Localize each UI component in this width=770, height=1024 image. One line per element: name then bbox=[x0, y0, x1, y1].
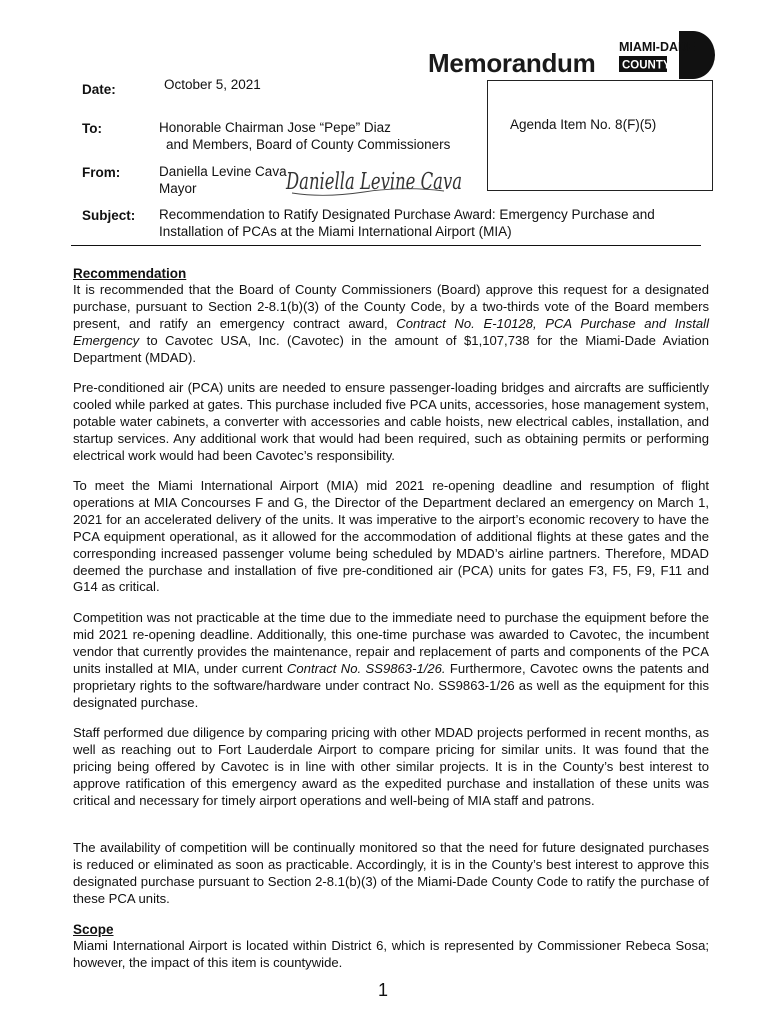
logo-text-county: COUNTY bbox=[622, 59, 671, 72]
from-line-2: Mayor bbox=[159, 181, 197, 196]
paragraph-competition: Competition was not practicable at the time due to the immediate need to purchase the equipment before the mid 2021 re-opening deadline. Additionally, this one-time purchase was awarded to Cavotec, the incumbent vendor that currently provides the maintenance, repair and replacement of parts and components of the PCA units installed at MIA, under current Contract No. SS9863-1/26. Furthermore, Cavotec owns the patents and proprietary rights to the software/hardware under contract No. SS9863-1/26 as well as the equipment for this designated purchase. bbox=[73, 610, 709, 710]
agenda-item-box bbox=[487, 80, 713, 191]
subject-line-2: Installation of PCAs at the Miami International Airport (MIA) bbox=[159, 224, 512, 239]
paragraph-scope: Miami International Airport is located within District 6, which is represented by Commissioner Rebeca Sosa; however, the impact of this item is countywide. bbox=[73, 938, 709, 970]
paragraph-due-diligence: Staff performed due diligence by comparing pricing with other MDAD projects performed in recent months, as well as reaching out to Fort Lauderdale Airport to compare pricing for similar units. It was found that the pricing being offered by Cavotec is in line with other similar projects. It is in the County’s best interest to approve ratification of this emergency award as the expedited purchase and installation of these units was critical and necessary for timely airport operations and well-being of MIA staff and patrons. bbox=[73, 725, 709, 808]
from-label: From: bbox=[82, 165, 121, 180]
paragraph-pca-units: Pre-conditioned air (PCA) units are needed to ensure passenger-loading bridges and aircrafts are sufficiently cooled while parked at gates. This purchase included five PCA units, accessories, hose management system, potable water cabinets, a converter with accessories and cable hoists, new electrical cables, installation, and startup services. Any additional work that would had been required, such as obtaining permits or performing electrical work would had been Cavotec’s responsibility. bbox=[73, 380, 709, 463]
agenda-item-number: Agenda Item No. 8(F)(5) bbox=[510, 117, 657, 132]
paragraph-emergency-declaration: To meet the Miami International Airport (MIA) mid 2021 re-opening deadline and resumption of flight operations at MIA Concourses F and G, the Director of the Department declared an emergency on March 1, 2021 for an accelerated delivery of the units. It was imperative to the airport’s economic recovery to have the PCA equipment operational, as it allowed for the accommodation of additional flights at these gates and the corresponding increased passenger volume being scheduled by MDAD’s airline partners. Therefore, MDAD deemed the purchase and installation of five pre-conditioned air (PCA) units for gates F3, F5, F9, F11 and G14 as critical. bbox=[73, 478, 709, 595]
scope-section bbox=[73, 921, 114, 938]
subject-line-1: Recommendation to Ratify Designated Purchase Award: Emergency Purchase and bbox=[159, 207, 655, 222]
to-label: To: bbox=[82, 121, 102, 136]
mayor-signature bbox=[284, 162, 466, 200]
to-line-2: and Members, Board of County Commissioners bbox=[166, 137, 451, 152]
subject-label: Subject: bbox=[82, 208, 136, 223]
miami-dade-county-logo bbox=[617, 31, 711, 79]
recommendation-heading: Recommendation bbox=[73, 266, 187, 281]
paragraph-competition-monitoring: The availability of competition will be continually monitored so that the need for future designated purchases is reduced or eliminated as soon as practicable. Accordingly, it is in the County’s best interest to approve this designated purchase pursuant to Section 2-8.1(b)(3) of the Miami-Dade County Code to ratify the purchase of these PCA units. bbox=[73, 840, 709, 906]
page-number: 1 bbox=[378, 980, 389, 1000]
recommendation-section bbox=[73, 265, 186, 282]
scope-heading: Scope bbox=[73, 922, 114, 937]
from-line-1: Daniella Levine Cava bbox=[159, 164, 287, 179]
logo-text-miami-dade: MIAMI-DADE bbox=[619, 40, 696, 54]
date-value: October 5, 2021 bbox=[164, 77, 261, 92]
signature-text: Daniella Levine Cava bbox=[285, 169, 462, 195]
date-label: Date: bbox=[82, 82, 116, 97]
to-line-1: Honorable Chairman Jose “Pepe” Diaz bbox=[159, 120, 391, 135]
header-divider bbox=[71, 245, 701, 246]
memorandum-title: Memorandum bbox=[428, 48, 596, 78]
paragraph-recommendation: It is recommended that the Board of County Commissioners (Board) approve this request for a designated purchase, pursuant to Section 2-8.1(b)(3) of the County Code, by a two-thirds vote of the Board members present, and ratify an emergency contract award, Contract No. E-10128, PCA Purchase and Install Emergency to Cavotec USA, Inc. (Cavotec) in the amount of $1,107,738 for the Miami-Dade Aviation Department (MDAD). bbox=[73, 282, 709, 365]
